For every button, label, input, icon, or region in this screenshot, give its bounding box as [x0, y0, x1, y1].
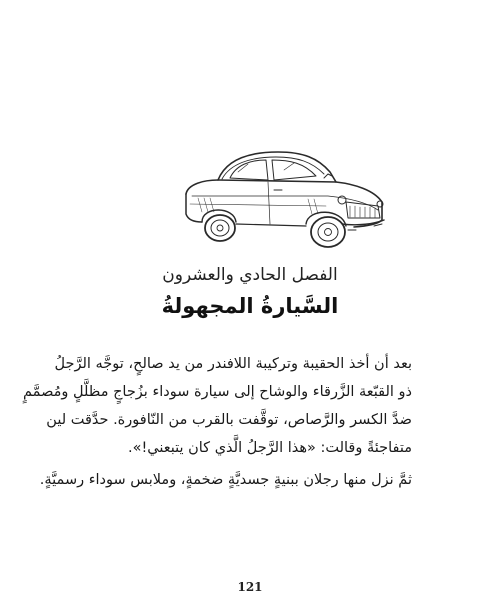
- text-line: ضدَّ الكسر والرَّصاص، توقَّفت بالقرب من النّافورة. حدَّقت لين: [46, 412, 412, 428]
- paragraph: [23, 350, 412, 462]
- text-line: بعد أن أخذ الحقيبة وتركيبة اللافندر من يد صالحٍ، توجَّه الرَّجلُ: [54, 356, 412, 372]
- text-line: ثمَّ نزل منها رجلان ببنيةٍ جسديَّةٍ ضخمةٍ، وملابس سوداء رسميَّةٍ.: [39, 472, 412, 488]
- chapter-title: السَّيارةُ المجهولةُ: [161, 294, 339, 318]
- page-number: 121: [237, 580, 263, 594]
- text-line: ذو القبّعة الزَّرقاء والوشاح إلى سيارة سوداء بزُجاجٍ مظلَّلٍ ومُصمَّمٍ: [23, 384, 412, 400]
- body-text: [23, 350, 412, 494]
- paragraph: [39, 466, 412, 494]
- text-line: متفاجئةً وقالت: «هذا الرَّجلُ الَّذي كان يتبعني!».: [127, 440, 412, 456]
- chapter-label: الفصل الحادي والعشرون: [162, 265, 338, 285]
- vintage-car-sketch-icon: [178, 132, 388, 257]
- car-illustration: [178, 132, 388, 257]
